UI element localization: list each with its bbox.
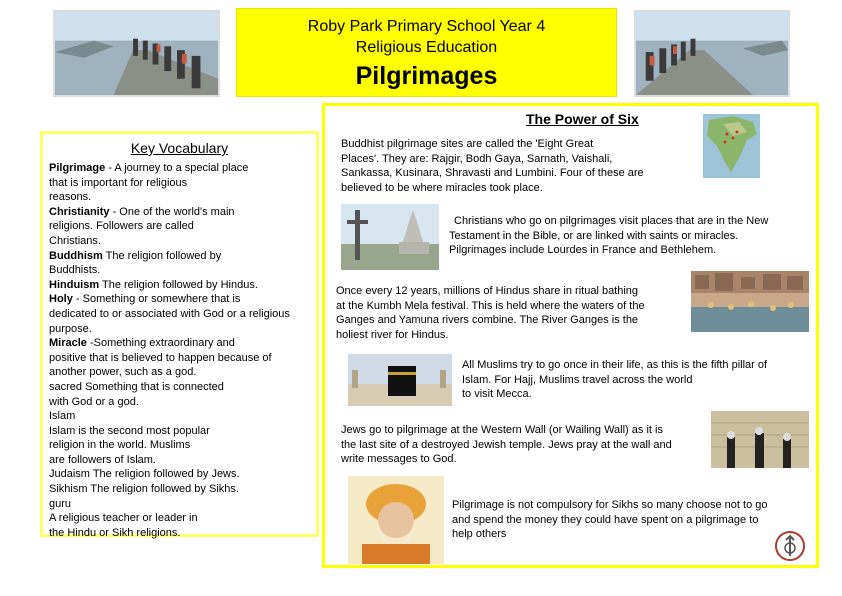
vocab-line: [49, 497, 310, 512]
muslim-line: Islam. For Hajj, Muslims travel across the world: [462, 373, 693, 386]
lourdes-cross-image: [341, 204, 439, 270]
vocab-definition: -Something extraordinary and: [86, 337, 235, 350]
vocab-line: [49, 205, 310, 220]
christian-line: Christians who go on pilgrimages visit places that are in the New: [454, 215, 769, 227]
vocab-line: [49, 467, 310, 482]
vocab-definition: reasons.: [49, 191, 92, 204]
muslim-line: All Muslims try to go once in their life, as this is the fifth pillar of: [462, 359, 768, 371]
vocab-line: [49, 190, 310, 205]
vocab-definition: positive that is believed to happen because of: [49, 351, 272, 364]
vocab-line: [49, 380, 310, 395]
muslim-paragraph: [462, 358, 812, 402]
vocab-definition: dedicated to or associated with God or a religious: [49, 307, 290, 320]
buddhist-line: Places'. They are: Rajgir, Bodh Gaya, Sarnath, Vaishali,: [341, 152, 613, 165]
vocab-line: [49, 278, 310, 293]
jewish-paragraph: [341, 423, 709, 467]
sikh-paragraph: [452, 498, 807, 542]
buddhist-paragraph: [341, 137, 691, 195]
vocab-line: [49, 263, 310, 278]
hindu-paragraph: [336, 284, 688, 342]
vocab-line: [49, 219, 310, 234]
vocab-line: [49, 365, 310, 380]
vocab-definition: - Something or somewhere that is: [72, 293, 241, 306]
vocab-term: Holy: [49, 293, 73, 306]
vocab-definition: Islam: [49, 410, 76, 423]
subject-name: Religious Education: [355, 39, 498, 56]
vocab-definition: religions. Followers are called: [49, 220, 194, 233]
ganges-bathing-image: [691, 271, 809, 332]
vocab-line: [49, 234, 310, 249]
pilgrims-walking-photo-right: [634, 10, 790, 97]
vocab-definition: religion in the world. Muslims: [49, 439, 191, 452]
vocab-line: [49, 307, 310, 322]
jewish-line: Jews go to pilgrimage at the Western Wall (or Wailing Wall) as it is: [341, 424, 663, 436]
guru-nanak-image: [348, 476, 444, 564]
christian-line: Pilgrimages include Lourdes in France and Bethlehem.: [449, 244, 717, 257]
vocab-definition: - A journey to a special place: [105, 162, 249, 174]
header-title-box: [236, 8, 617, 97]
western-wall-image: [711, 411, 809, 468]
vocab-line: [49, 336, 310, 351]
vocab-line: [49, 511, 310, 526]
vocab-line: [49, 395, 310, 410]
buddhist-line: believed to be where miracles took place.: [341, 181, 543, 194]
vocab-line: [49, 438, 310, 453]
vocab-line: [49, 292, 310, 307]
vocab-definition: are followers of Islam.: [49, 453, 156, 466]
vocab-line: [49, 526, 310, 541]
buddhist-line: Buddhist pilgrimage sites are called the 'Eight Great: [341, 138, 594, 150]
school-name: Roby Park Primary School Year 4: [307, 18, 546, 35]
muslim-line: to visit Mecca.: [462, 388, 532, 401]
vocab-term: Hinduism: [49, 278, 100, 291]
vocab-term: Buddhism: [49, 249, 103, 262]
kaaba-mecca-image: [348, 354, 452, 406]
vocab-line: [49, 409, 310, 424]
vocab-definition: The religion followed by: [102, 249, 222, 262]
vocab-definition: that is important for religious: [49, 176, 188, 189]
sikh-line: help others: [452, 528, 507, 541]
vocab-definition: - One of the world's main: [109, 205, 235, 218]
vocab-definition: Christians.: [49, 234, 101, 247]
vocab-line: [49, 176, 310, 191]
vocab-definition: another power, such as a god.: [49, 366, 197, 379]
vocab-definition: Sikhism The religion followed by Sikhs.: [49, 483, 239, 496]
vocab-definition: sacred Something that is connected: [49, 380, 224, 393]
vocab-line: [49, 249, 310, 264]
power-of-six-heading: The Power of Six: [526, 111, 639, 127]
vocab-definition: guru: [49, 497, 72, 510]
vocab-definition: Islam is the second most popular: [49, 424, 210, 437]
vocab-term: Miracle: [49, 337, 87, 350]
buddhist-line: Sankassa, Kusinara, Shravasti and Lumbini. Four of these are: [341, 167, 644, 180]
vocab-definition: The religion followed by Hindus.: [99, 278, 258, 291]
hindu-line: Ganges and Yamuna rivers combine. The River Ganges is the: [336, 314, 639, 327]
vocab-definition: A religious teacher or leader in: [49, 512, 198, 525]
pilgrims-walking-photo-left: [53, 10, 220, 97]
vocab-definition: purpose.: [49, 322, 92, 335]
sikh-line: Pilgrimage is not compulsory for Sikhs so many choose not to go: [452, 499, 768, 511]
jewish-line: the last site of a destroyed Jewish temple. Jews pray at the wall and: [341, 438, 672, 451]
hindu-line: at the Kumbh Mela festival. This is held where the waters of the: [336, 299, 645, 312]
vocab-line: [49, 322, 310, 337]
vocab-line: [49, 424, 310, 439]
vocab-line: [49, 482, 310, 497]
vocab-line: [49, 351, 310, 366]
christian-line: Testament in the Bible, or are linked with saints or miracles.: [449, 229, 739, 242]
vocab-definition: with God or a god.: [49, 395, 139, 408]
key-vocabulary-box: [40, 131, 319, 537]
vocab-heading: Key Vocabulary: [130, 140, 229, 156]
vocab-line: [49, 453, 310, 468]
christian-paragraph: [449, 214, 809, 258]
page-title: Pilgrimages: [355, 62, 498, 90]
vocab-definition: Judaism The religion followed by Jews.: [49, 468, 240, 481]
hindu-line: Once every 12 years, millions of Hindus share in ritual bathing: [336, 285, 639, 297]
vocab-term: Christianity: [49, 205, 110, 218]
vocab-definition: the Hindu or Sikh religions.: [49, 526, 181, 539]
hindu-line: holiest river for Hindus.: [336, 328, 449, 341]
vocab-list: [49, 161, 310, 540]
sikh-line: and spend the money they could have spent on a pilgrimage to: [452, 513, 759, 526]
india-map-image: [703, 114, 760, 178]
vocab-definition: Buddhists.: [49, 264, 101, 277]
vocab-term: Pilgrimage: [49, 162, 106, 174]
vocab-line: [49, 161, 310, 176]
jewish-line: write messages to God.: [341, 453, 457, 466]
khanda-icon: [774, 530, 806, 562]
